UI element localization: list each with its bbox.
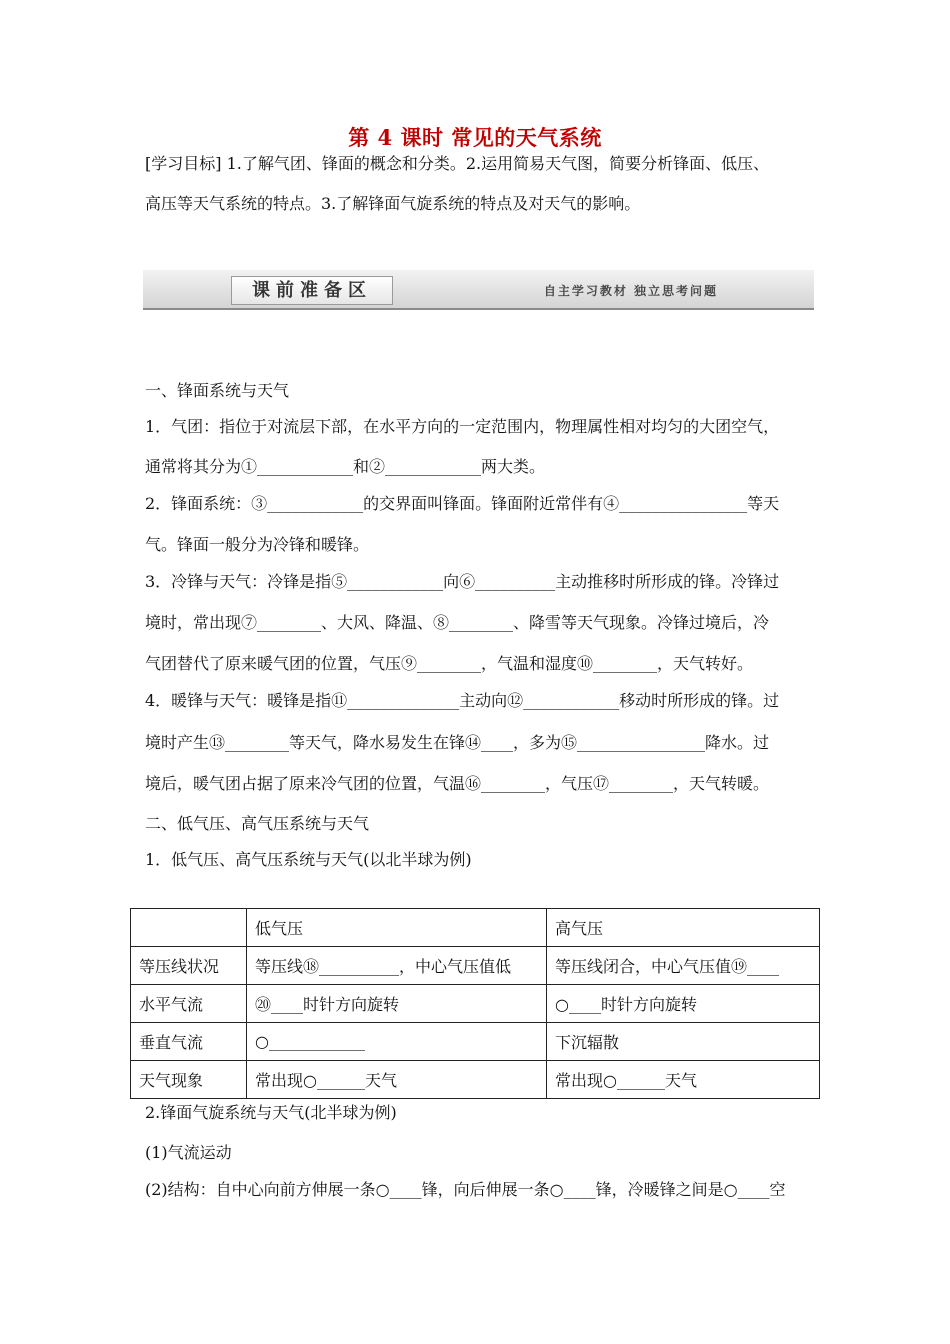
- table-row: [131, 985, 820, 1023]
- paragraph-line: (1)气流运动: [145, 1143, 232, 1162]
- table-cell: 高气压: [547, 909, 820, 947]
- table-cell: 等压线闭合，中心气压值⑲____: [547, 947, 820, 985]
- paragraph-line: 气团替代了原来暖气团的位置，气压⑨________，气温和湿度⑩________，天气转好。: [145, 654, 754, 673]
- banner-title: 课前准备区: [231, 276, 393, 305]
- table-cell: 垂直气流: [131, 1023, 247, 1061]
- paragraph-line: 3．冷锋与天气：冷锋是指⑤____________向⑥__________主动推移时所形成的锋。冷锋过: [145, 572, 780, 591]
- table-cell: 常出现○______天气: [247, 1061, 547, 1099]
- paragraph-line: 2．锋面系统：③____________的交界面叫锋面。锋面附近常伴有④________________等天: [145, 494, 780, 513]
- table-header-row: [131, 909, 820, 947]
- table-cell: ○____时针方向旋转: [547, 985, 820, 1023]
- paragraph-line: 4．暖锋与天气：暖锋是指⑪______________主动向⑫____________移动时所形成的锋。过: [145, 691, 780, 710]
- table-cell: 下沉辐散: [547, 1023, 820, 1061]
- table-row: [131, 947, 820, 985]
- table-row: [131, 1023, 820, 1061]
- table-cell: 等压线状况: [131, 947, 247, 985]
- paragraph-line: 境时产生⑬________等天气，降水易发生在锋⑭____，多为⑮________________降水。过: [145, 733, 770, 752]
- table-cell: 常出现○______天气: [547, 1061, 820, 1099]
- paragraph-line: 境时，常出现⑦________、大风、降温、⑧________、降雪等天气现象。冷锋过境后，冷: [145, 613, 770, 632]
- banner-subtitle: 自主学习教材 独立思考问题: [543, 284, 718, 298]
- table-cell: 天气现象: [131, 1061, 247, 1099]
- section1-heading: 一、锋面系统与天气: [145, 381, 290, 400]
- table-cell: 水平气流: [131, 985, 247, 1023]
- table-cell: 等压线⑱__________，中心气压值低: [247, 947, 547, 985]
- objectives-line-2: 高压等天气系统的特点。3.了解锋面气旋系统的特点及对天气的影响。: [145, 194, 641, 213]
- table-cell: [131, 909, 247, 947]
- table-cell: 低气压: [247, 909, 547, 947]
- section3-heading: 2.锋面气旋系统与天气(北半球为例): [145, 1103, 397, 1122]
- paragraph-line: 通常将其分为①____________和②____________两大类。: [145, 457, 546, 476]
- pressure-systems-table: [130, 908, 820, 1099]
- objectives-line-1: [学习目标] 1.了解气团、锋面的概念和分类。2.运用简易天气图，简要分析锋面、低压、: [145, 154, 770, 173]
- table-cell: ○____________: [247, 1023, 547, 1061]
- paragraph-line: 境后，暖气团占据了原来冷气团的位置，气温⑯________，气压⑰________，天气转暖。: [145, 774, 770, 793]
- section2-subheading: 1．低气压、高气压系统与天气(以北半球为例): [145, 850, 472, 869]
- paragraph-line: 气。锋面一般分为冷锋和暖锋。: [145, 535, 370, 554]
- paragraph-line: 1．气团：指位于对流层下部，在水平方向的一定范围内，物理属性相对均匀的大团空气，: [145, 417, 780, 436]
- section-banner: [143, 270, 814, 310]
- table-cell: ⑳____时针方向旋转: [247, 985, 547, 1023]
- section2-heading: 二、低气压、高气压系统与天气: [145, 814, 370, 833]
- table-row: [131, 1061, 820, 1099]
- page-title: 第 4 课时 常见的天气系统: [348, 125, 602, 150]
- paragraph-line: (2)结构：自中心向前方伸展一条○____锋，向后伸展一条○____锋，冷暖锋之间是○____空: [145, 1180, 786, 1199]
